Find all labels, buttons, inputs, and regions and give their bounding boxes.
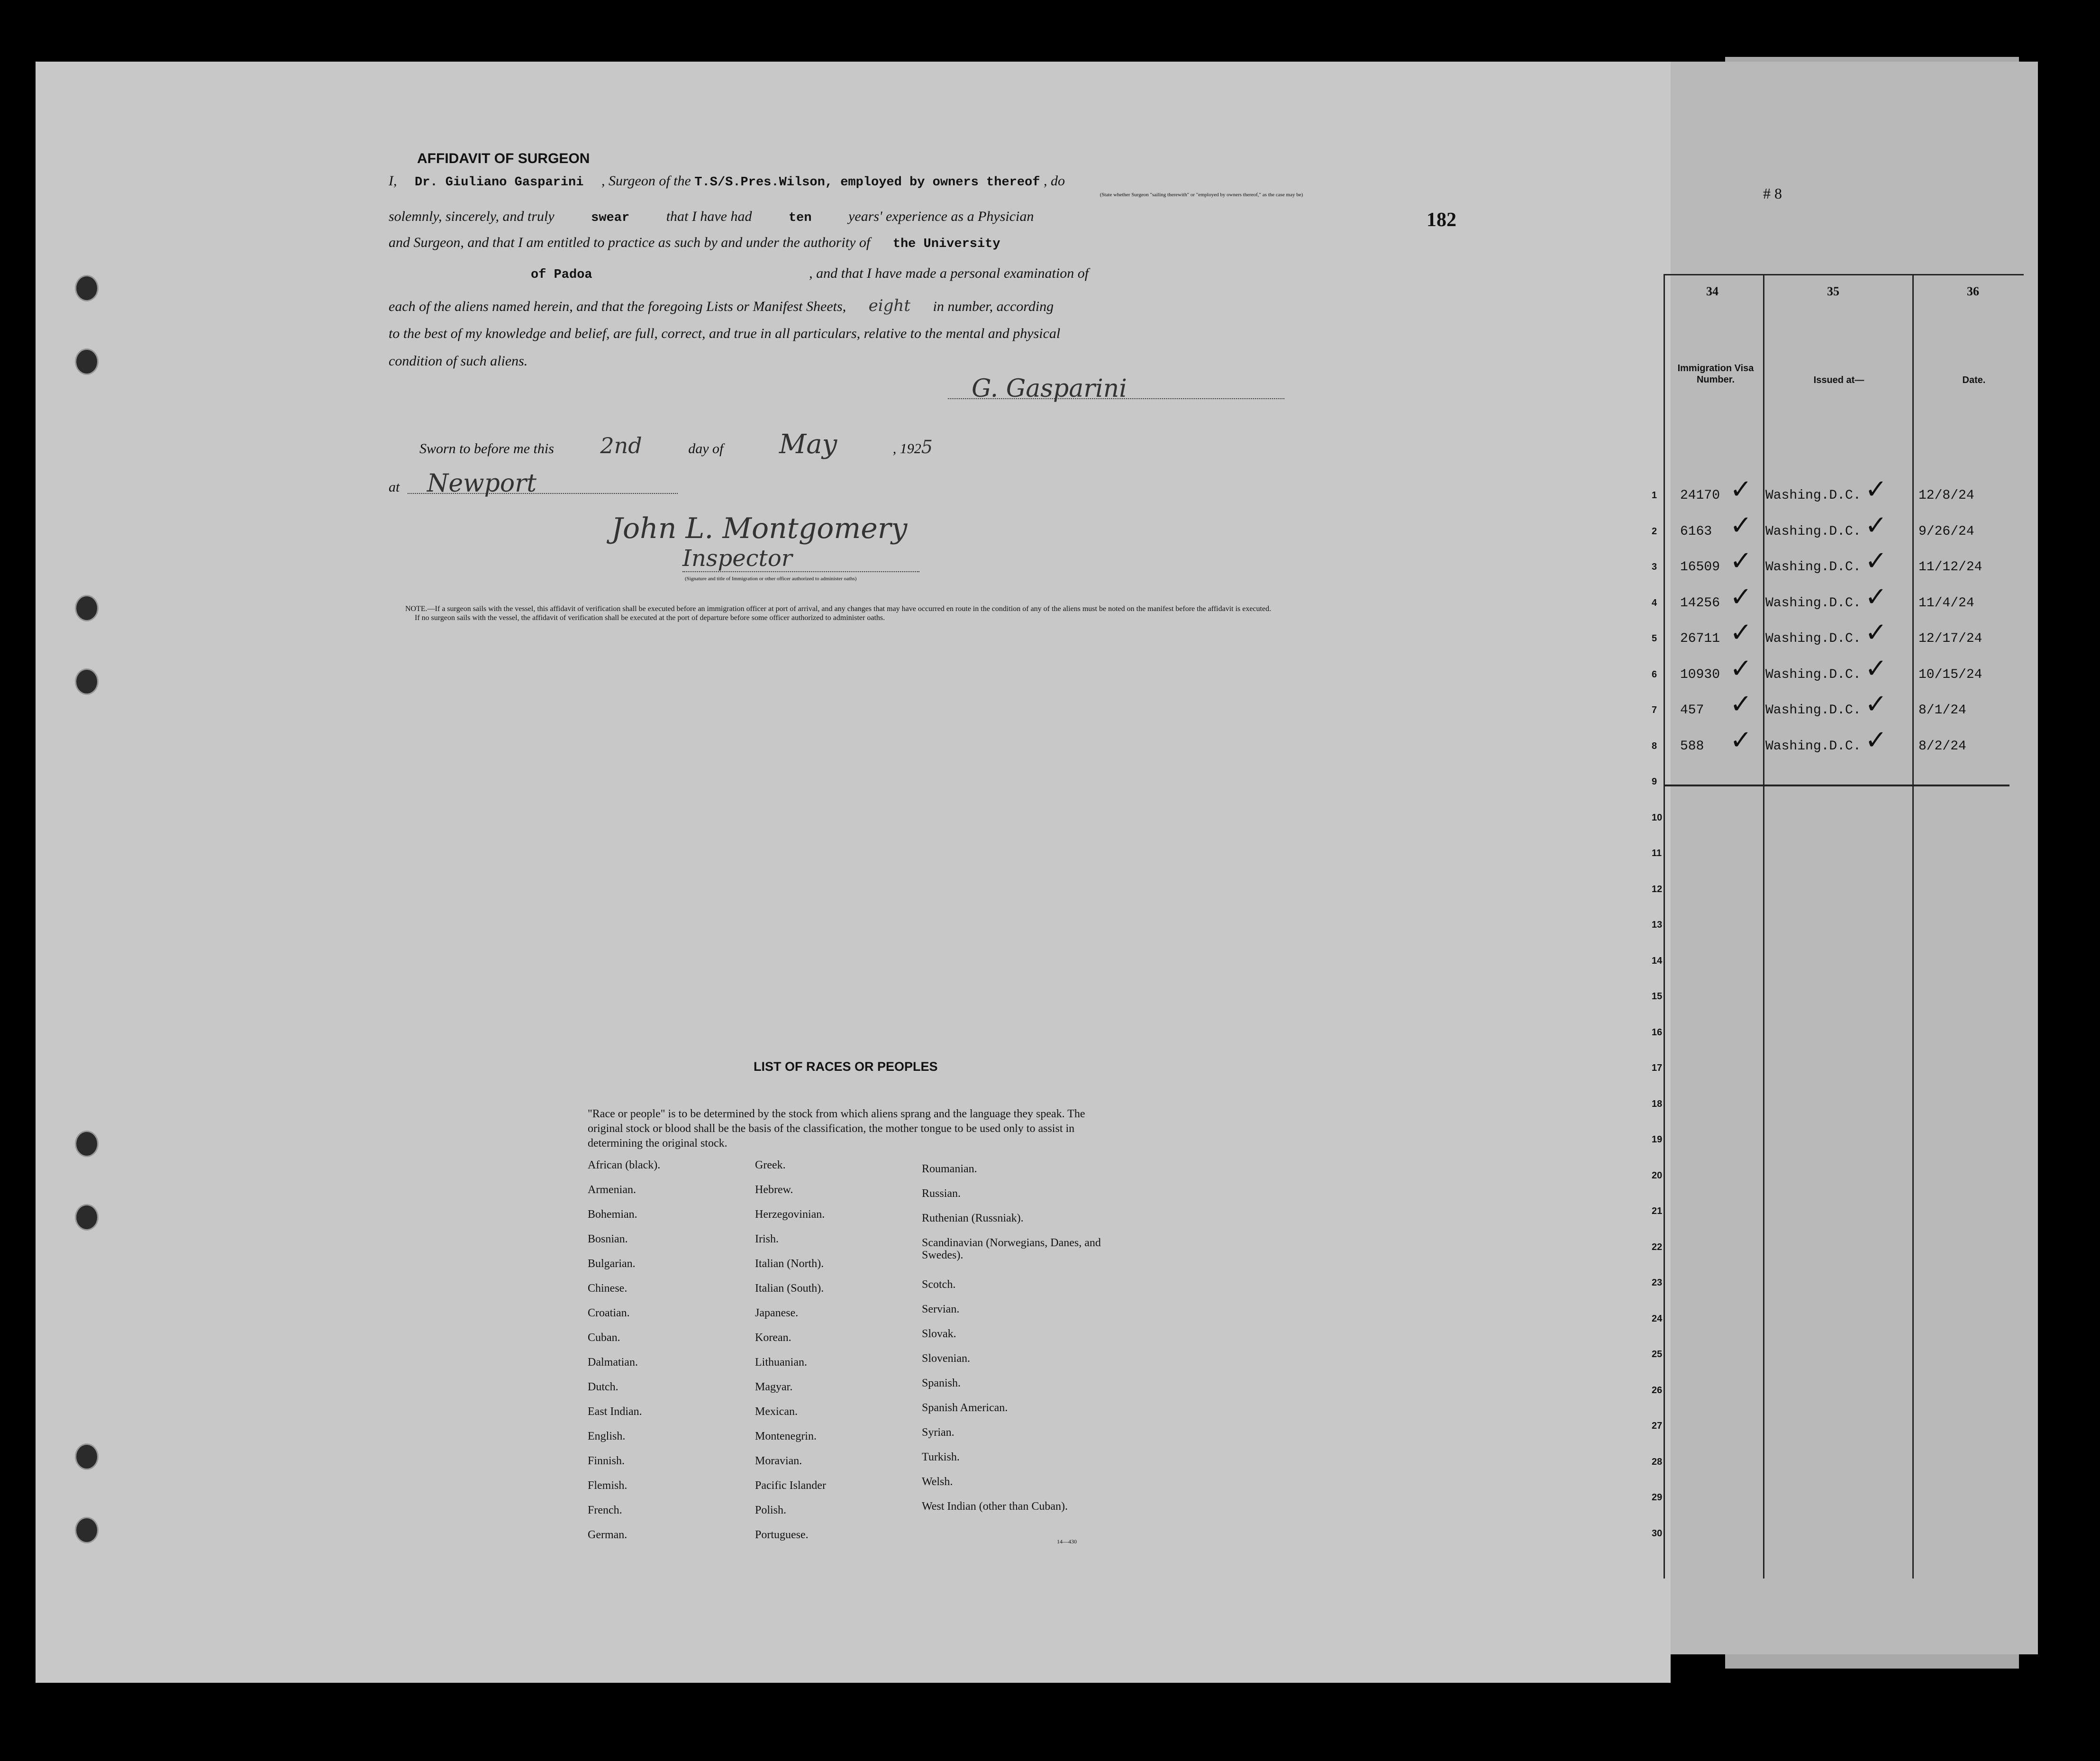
race-item: Turkish. [922,1451,960,1463]
note-1: NOTE.—If a surgeon sails with the vessel, this affidavit of verification shall be executed before an immigration officer at port of arrival, and any changes that may have occurred en route in the condition of any of the aliens must be noted on the manifest before the affidavit is executed. [405,605,1272,613]
race-item: Italian (North). [755,1258,824,1270]
issued-at: Washing.D.C. [1765,560,1861,575]
check-mark: ✓ [1730,618,1752,648]
sworn-line [419,429,933,460]
note-2: If no surgeon sails with the vessel, the affidavit of verification shall be executed at the port of departure before some officer authorized to administer oaths. [415,614,885,622]
row-number: 13 [1652,920,1663,930]
race-item: Slovak. [922,1328,956,1340]
row-number: 25 [1652,1349,1663,1360]
visa-number: 16509 [1680,560,1720,575]
race-item: Dalmatian. [588,1356,638,1369]
affidavit-line-4 [389,265,1089,282]
sheet-mark: # 8 [1763,185,1782,202]
affidavit-line-2 [389,209,1034,225]
affidavit-line-5 [389,296,1054,315]
sworn-day: 2nd [600,433,642,458]
text: , Surgeon of the [601,173,691,189]
race-item: Irish. [755,1233,779,1245]
race-item: Bohemian. [588,1208,637,1221]
table-rule [1664,274,2024,275]
text: that I have had [666,209,752,224]
row-number: 29 [1652,1492,1663,1503]
visa-number: 26711 [1680,631,1720,646]
row-number: 12 [1652,884,1663,894]
visa-number: 457 [1680,703,1704,718]
race-item: Japanese. [755,1307,799,1319]
visa-date: 12/17/24 [1918,631,1982,646]
race-item: English. [588,1430,626,1442]
race-item: Servian. [922,1303,960,1315]
affidavit-line-1 [389,173,1065,190]
check-mark: ✓ [1865,475,1887,504]
races-title: LIST OF RACES OR PEOPLES [754,1059,938,1074]
table-rule [1664,785,2009,786]
row-number: 14 [1652,955,1663,966]
row-number: 11 [1652,848,1662,858]
binder-hole [75,1517,99,1543]
text: years' experience as a Physician [848,209,1034,224]
column-number-35: 35 [1827,284,1839,298]
text: in number, according [933,299,1054,314]
issued-at: Washing.D.C. [1765,667,1861,682]
column-divider [1664,275,1665,1579]
visa-date: 8/2/24 [1918,739,1966,754]
text: each of the aliens named herein, and that the foregoing Lists or Manifest Sheets, [389,299,846,314]
sworn-year: 5 [921,437,933,457]
binder-hole [75,595,99,621]
check-mark: ✓ [1730,690,1752,719]
issued-at: Washing.D.C. [1765,595,1861,611]
row-number: 8 [1652,740,1657,751]
check-mark: ✓ [1865,582,1887,612]
race-item: Spanish. [922,1377,961,1389]
race-item: African (black). [588,1159,661,1171]
issued-at: Washing.D.C. [1765,488,1861,503]
races-intro: "Race or people" is to be determined by the stock from which aliens sprang and the language they speak. The original stock or blood shall be the basis of the classification, the mother tongue to be used only to assist in determining the original stock. [588,1108,1085,1150]
race-item: Scotch. [922,1278,956,1291]
race-item: Bosnian. [588,1233,628,1245]
text: solemnly, sincerely, and truly [389,209,555,224]
check-mark: ✓ [1730,475,1752,504]
authority: the University [892,237,1000,251]
race-item: Flemish. [588,1479,627,1492]
row-number: 19 [1652,1134,1663,1145]
race-item: Roumanian. [922,1163,977,1175]
check-mark: ✓ [1730,582,1752,612]
row-number: 9 [1652,776,1657,787]
visa-date: 9/26/24 [1918,524,1974,539]
visa-number: 24170 [1680,488,1720,503]
header-issued-at: Issued at— [1813,375,1864,385]
affidavit-line-3 [389,235,1000,251]
text: , and that I have made a personal examination of [809,265,1089,281]
visa-number: 10930 [1680,667,1720,682]
race-item: Welsh. [922,1476,953,1488]
check-mark: ✓ [1730,654,1752,684]
race-item: East Indian. [588,1405,642,1418]
visa-date: 12/8/24 [1918,488,1974,503]
sworn-month: May [779,429,837,460]
binder-hole [75,1204,99,1231]
visa-date: 11/4/24 [1918,595,1974,611]
row-number: 18 [1652,1098,1663,1109]
text: , do [1043,173,1065,189]
column-divider [1763,275,1764,1579]
text: Sworn to before me this [419,441,554,456]
race-item: Armenian. [588,1184,636,1196]
page-number: 182 [1427,209,1456,231]
sworn-place: Newport [427,469,536,498]
officer-signature: John L. Montgomery [611,512,908,545]
race-item: Lithuanian. [755,1356,807,1369]
binder-hole [75,348,99,375]
binder-hole [75,1443,99,1470]
affidavit-line-6: to the best of my knowledge and belief, are full, correct, and true in all particulars, relative to the mental and physical [389,326,1061,341]
vessel-note: (State whether Surgeon "sailing therewith" or "employed by owners thereof," as the case may be) [1100,192,1303,198]
race-item: Montenegrin. [755,1430,817,1442]
check-mark: ✓ [1865,690,1887,719]
place-line-rule [408,493,678,494]
race-item: Ruthenian (Russniak). [922,1212,1024,1224]
text: at [389,479,400,495]
visa-date: 10/15/24 [1918,667,1982,682]
affidavit-note [405,604,1291,622]
row-number: 21 [1652,1206,1663,1216]
visa-date: 11/12/24 [1918,560,1982,575]
check-mark: ✓ [1865,725,1887,755]
visa-number: 6163 [1680,524,1712,539]
race-item: Mexican. [755,1405,798,1418]
check-mark: ✓ [1865,654,1887,684]
officer-title: Inspector [682,545,792,572]
form-number: 14—430 [1057,1538,1077,1545]
row-number: 15 [1652,991,1663,1002]
race-item: Magyar. [755,1381,793,1393]
race-item: Polish. [755,1504,787,1516]
oath-type: swear [591,211,630,225]
race-item: Korean. [755,1332,791,1344]
row-number: 24 [1652,1313,1663,1324]
row-number: 20 [1652,1170,1663,1181]
officer-line [682,571,919,572]
issued-at: Washing.D.C. [1765,631,1861,646]
check-mark: ✓ [1865,618,1887,648]
race-item: Hebrew. [755,1184,793,1196]
row-number: 22 [1652,1241,1663,1252]
row-number: 6 [1652,669,1657,680]
row-number: 26 [1652,1385,1663,1396]
race-item: German. [588,1529,627,1541]
race-item: Herzegovinian. [755,1208,825,1221]
race-item: Greek. [755,1159,786,1171]
years-experience: ten [788,211,812,225]
issued-at: Washing.D.C. [1765,739,1861,754]
row-number: 4 [1652,597,1657,608]
race-item: Dutch. [588,1381,618,1393]
text: , 192 [892,441,921,456]
visa-date: 8/1/24 [1918,703,1966,718]
race-item: Cuban. [588,1332,620,1344]
column-number-36: 36 [1967,284,1979,298]
row-number: 17 [1652,1063,1663,1073]
race-item: Finnish. [588,1455,625,1467]
text: I, [389,173,397,189]
authority-continued: of Padoa [531,268,592,282]
binder-hole [75,275,99,301]
row-number: 2 [1652,526,1657,537]
race-item: West Indian (other than Cuban). [922,1500,1068,1513]
check-mark: ✓ [1730,547,1752,576]
text: day of [688,441,724,456]
header-visa-number: Immigration Visa Number. [1677,363,1754,385]
race-item: Portuguese. [755,1529,809,1541]
race-item: Croatian. [588,1307,630,1319]
visa-number: 588 [1680,739,1704,754]
surgeon-name: Dr. Giuliano Gasparini [415,175,584,190]
visa-number: 14256 [1680,595,1720,611]
column-divider [1912,275,1914,1579]
race-item: Russian. [922,1187,961,1200]
issued-at: Washing.D.C. [1765,703,1861,718]
check-mark: ✓ [1865,511,1887,540]
row-number: 7 [1652,705,1657,715]
affidavit-line-7: condition of such aliens. [389,353,528,369]
vessel-name: T.S/S.Pres.Wilson, employed by owners thereof [694,175,1040,190]
binder-hole [75,668,99,695]
race-item: Spanish American. [922,1402,1008,1414]
row-number: 10 [1652,812,1663,823]
affidavit-title: AFFIDAVIT OF SURGEON [417,151,590,166]
race-item: French. [588,1504,622,1516]
race-item: Chinese. [588,1282,627,1295]
row-number: 30 [1652,1528,1663,1539]
header-date: Date. [1962,375,1986,385]
race-item: Pacific Islander [755,1479,826,1492]
officer-caption: (Signature and title of Immigration or other officer authorized to administer oaths) [685,576,857,582]
binder-hole [75,1131,99,1157]
race-item: Italian (South). [755,1282,824,1295]
surgeon-signature: G. Gasparini [972,374,1127,403]
row-number: 23 [1652,1277,1663,1288]
column-number-34: 34 [1706,284,1718,298]
race-item: Bulgarian. [588,1258,636,1270]
race-item: Syrian. [922,1426,955,1439]
issued-at: Washing.D.C. [1765,524,1861,539]
text: and Surgeon, and that I am entitled to practice as such by and under the authority of [389,235,871,250]
check-mark: ✓ [1865,547,1887,576]
race-item: Slovenian. [922,1352,970,1365]
row-number: 27 [1652,1421,1663,1431]
signature-line [948,398,1284,399]
race-item: Scandinavian (Norwegians, Danes, and Swedes). [922,1237,1101,1261]
row-number: 28 [1652,1456,1663,1467]
sheet-count: eight [868,296,910,315]
row-number: 16 [1652,1027,1663,1038]
row-number: 1 [1652,490,1657,501]
check-mark: ✓ [1730,725,1752,755]
row-number: 3 [1652,562,1657,572]
row-number: 5 [1652,633,1657,644]
check-mark: ✓ [1730,511,1752,540]
race-item: Moravian. [755,1455,802,1467]
